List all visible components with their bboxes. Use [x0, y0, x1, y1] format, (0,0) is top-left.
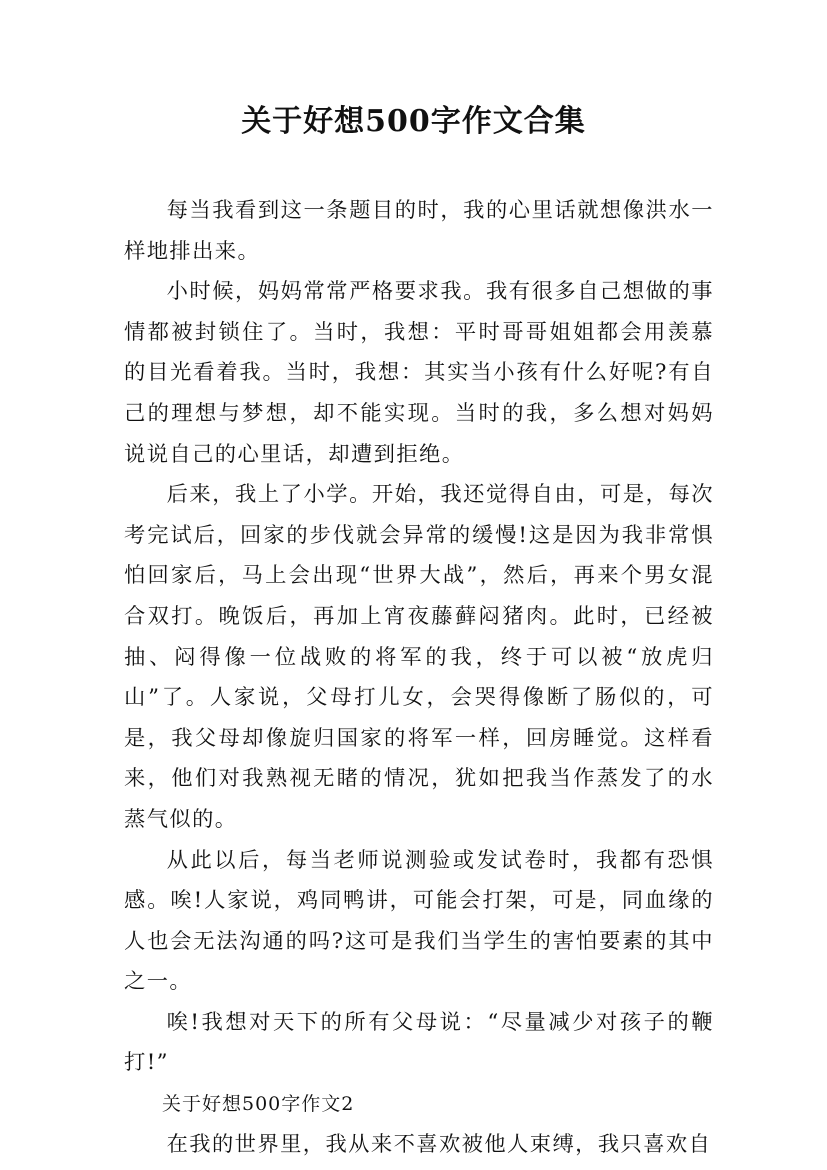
document-body: [124, 191, 714, 1165]
paragraph-2: 小时候，妈妈常常严格要求我。我有很多自己想做的事情都被封锁住了。当时，我想：平时哥哥姐姐都会用羡慕的目光看着我。当时，我想：其实当小孩有什么好呢?有自己的理想与梦想，却不能实现。当时的我，多么想对妈妈说说自己的心里话，却遭到拒绝。: [124, 279, 714, 467]
paragraph-6: 在我的世界里，我从来不喜欢被他人束缚，我只喜欢自: [166, 1131, 712, 1157]
document-title: 关于好想500字作文合集: [241, 104, 586, 139]
paragraph-4: 从此以后，每当老师说测验或发试卷时，我都有恐惧感。唉!人家说，鸡同鸭讲，可能会打架，可是，同血缘的人也会无法沟通的吗?这可是我们当学生的害怕要素的其中之一。: [124, 847, 714, 995]
paragraph-5: 唉!我想对天下的所有父母说：“尽量减少对孩子的鞭打!”: [124, 1009, 714, 1076]
paragraph-1: 每当我看到这一条题目的时，我的心里话就想像洪水一样地排出来。: [124, 198, 714, 264]
section-heading-2: 关于好想500字作文2: [162, 1093, 355, 1116]
paragraph-3: 后来，我上了小学。开始，我还觉得自由，可是，每次考完试后，回家的步伐就会异常的缓慢!这是因为我非常惧怕回家后，马上会出现“世界大战”，然后，再来个男女混合双打。晚饭后，再加上宵夜藤藓闷猪肉。此时，已经被抽、闷得像一位战败的将军的我，终于可以被“放虎归山”了。人家说，父母打儿女，会哭得像断了肠似的，可是，我父母却像旋归国家的将军一样，回房睡觉。这样看来，他们对我熟视无睹的情况，犹如把我当作蒸发了的水蒸气似的。: [124, 482, 714, 832]
